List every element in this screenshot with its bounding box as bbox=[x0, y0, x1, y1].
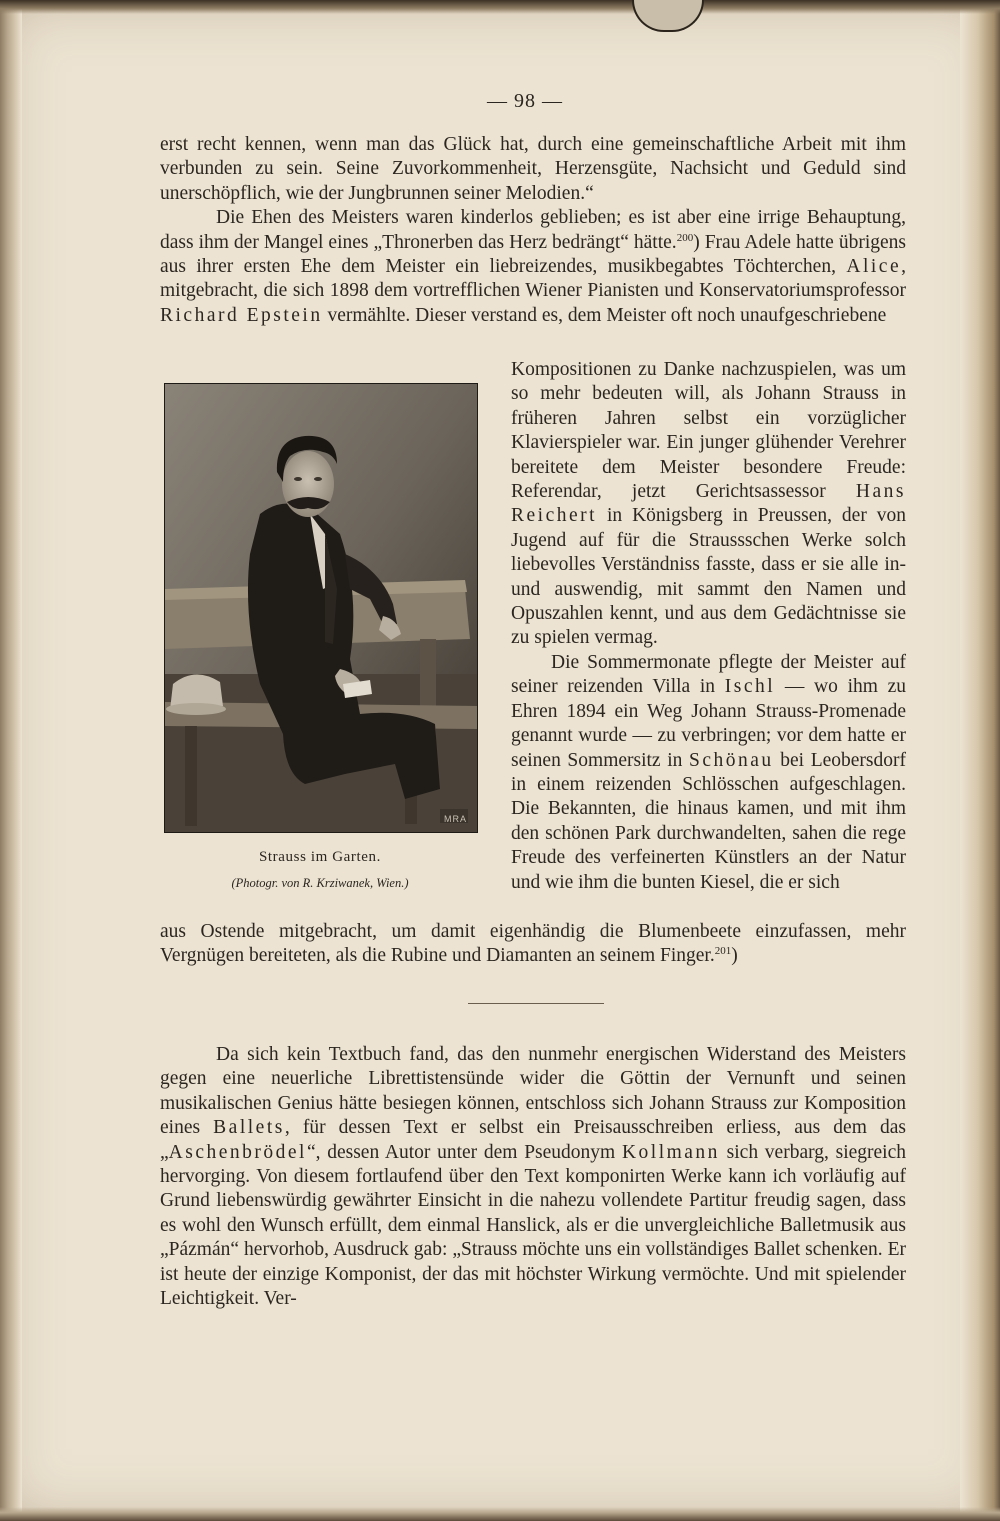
book-binding bbox=[0, 0, 22, 1521]
paragraph-1: erst recht kennen, wenn man das Glück hat, durch eine gemeinschaftliche Arbeit mit ihm verbunden zu sein. Seine Zuvorkommenheit, Herzensgüte, Nachsicht und Geduld sind unerschöpflich, wie der Jungbrunnen seiner Melodien.“ bbox=[160, 134, 906, 204]
section-divider bbox=[468, 1003, 604, 1004]
place-schoenau: Schönau bbox=[688, 749, 774, 771]
wrapped-paragraph-2: Die Sommermonate pflegte der Meister auf seiner reizenden Villa in Ischl — wo ihm zu Ehren 1894 ein Weg Johann Strauss-Promenade genannt wurde — zu verbringen; vor dem hatte er seinen Sommersitz in Schönau bei Leobersdorf in einem reizenden Schlösschen aufgeschlagen. Die Bekannten, die hinaus kamen, und mit ihm den schönen Park durchwandelten, sahen die rege Freude des verfeinerten Künstlers an der Natur und wie ihm die bunten Kiesel, die er sich bbox=[511, 651, 906, 893]
footnote-ref-201: 201 bbox=[714, 945, 732, 958]
bottom-text bbox=[160, 1043, 906, 1311]
paragraph-continuation: aus Ostende mitgebracht, um damit eigenhändig die Blumenbeete einzufassen, mehr Vergnügen bereiteten, als die Rubine und Diamanten an seinem Finger.$^{201}$) bbox=[160, 921, 906, 967]
name-hans-reichert: Hans Reichert bbox=[511, 481, 906, 527]
page-number: — 98 — bbox=[487, 90, 563, 112]
after-figure-text bbox=[160, 920, 906, 969]
name-richard-epstein: Richard Epstein bbox=[160, 304, 323, 326]
wrapped-text-column bbox=[511, 358, 906, 895]
footnote-ref-200: 200 bbox=[676, 231, 694, 244]
title-aschenbroedel: Aschenbrödel bbox=[168, 1141, 307, 1163]
wrapped-paragraph-1: Kompositionen zu Danke nachzuspielen, was um so mehr bedeuten will, als Johann Strauss in früheren Jahren selbst ein vorzüglicher Klavierspieler war. Ein junger glühender Verehrer bereitete dem Meister besondere Freude: Referendar, jetzt Gerichtsassessor Hans Reichert in Königsberg in Preussen, der von Jugend auf für die Straussschen Werke solch liebevolles Verständniss fasste, dass er sie alle in- und auswendig, mit sammt den Namen und Opuszahlen kennt, und aus dem Gedächtnisse sie zu spielen vermag. bbox=[511, 359, 906, 649]
page-edge-bottom bbox=[0, 1507, 1000, 1521]
name-alice: Alice bbox=[846, 256, 902, 278]
top-text bbox=[160, 133, 906, 328]
page-edge-top bbox=[0, 0, 1000, 14]
figure-caption: Strauss im Garten. bbox=[258, 849, 382, 865]
photo-monogram: MRA bbox=[444, 814, 467, 824]
page-tab bbox=[632, 0, 704, 32]
word-ballets: Ballets bbox=[213, 1117, 285, 1139]
place-ischl: Ischl bbox=[724, 676, 776, 698]
figure-credit: (Photogr. von R. Krziwanek, Wien.) bbox=[231, 876, 409, 890]
paragraph-ballet: Da sich kein Textbuch fand, das den nunmehr energischen Widerstand des Meisters gegen eine neuerliche Librettistensünde wider die Göttin der Vernunft und seinen musikalischen Genius hätte besiegen können, entschloss sich Johann Strauss zur Komposition eines Ballets, für dessen Text er selbst ein Preisausschreiben erliess, aus dem das „Aschenbrödel“, dessen Autor unter dem Pseudonym Kollmann sich verbarg, siegreich hervorging. Von diesem fortlaufend über den Text komponirten Werke kann ich vorläufig auf Grund liebenswürdig gewährter Einsicht in die nahezu vollendete Partitur freudig sagen, dass es wohl den Wunsch erfüllt, dem einmal Hanslick, als er die unvergleichliche Balletmusik aus „Pázmán“ hervorhob, Ausdruck gab: „Strauss möchte uns ein vollständiges Ballet schenken. Er ist heute der einzige Komponist, der das mit höchster Wirkung vermöchte. Und mit spielender Leichtigkeit. Ver- bbox=[160, 1044, 906, 1310]
strauss-photograph bbox=[164, 383, 478, 833]
page-edge-right bbox=[960, 0, 1000, 1521]
paragraph-2: Die Ehen des Meisters waren kinderlos geblieben; es ist aber eine irrige Behauptung, dass ihm der Mangel eines „Thronerben das Herz bedrängt“ hätte.$^{200}$) Frau Adele hatte übrigens aus ihrer ersten Ehe dem Meister ein liebreizendes, musikbegabtes Töchterchen, Alice, mitgebracht, die sich 1898 dem vortrefflichen Wiener Pianisten und Konservatoriumsprofessor Richard Epstein vermählte. Dieser verstand es, dem Meister oft noch unaufgeschriebene bbox=[160, 207, 906, 326]
pseudonym-kollmann: Kollmann bbox=[621, 1141, 720, 1163]
